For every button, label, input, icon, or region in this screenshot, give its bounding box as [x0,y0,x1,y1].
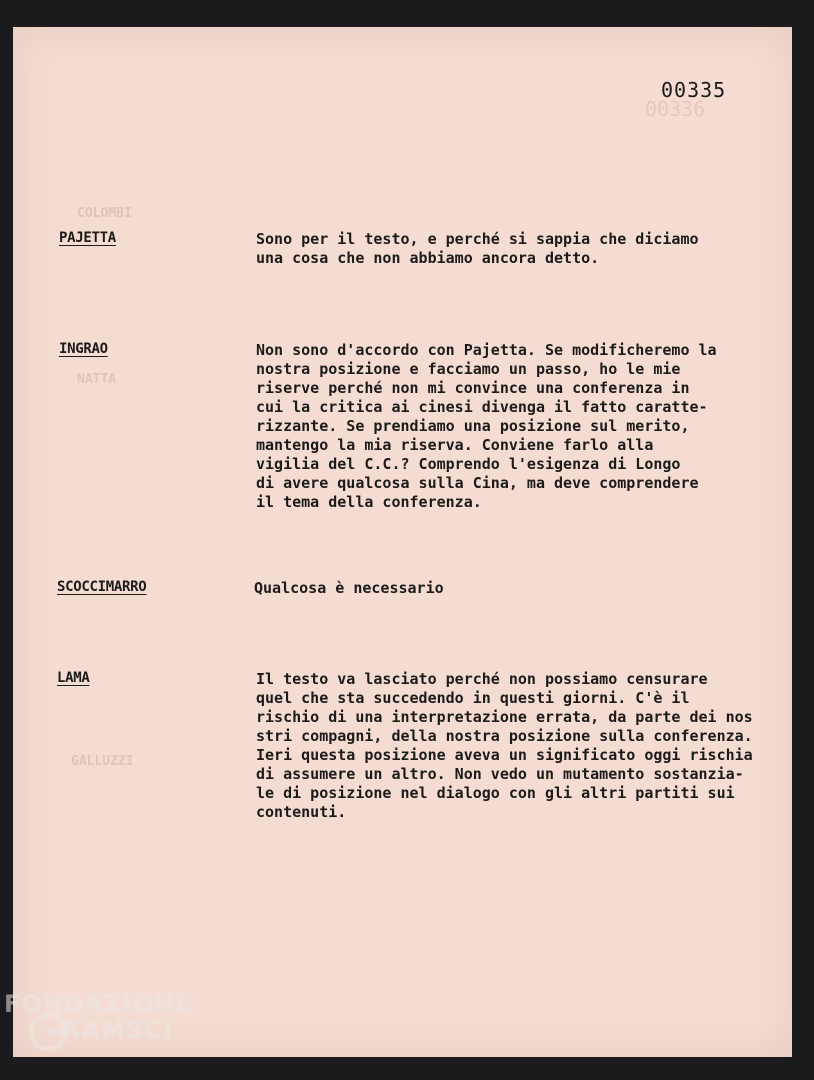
watermark-text: RAMSCI [62,1016,173,1044]
watermark-text: FONDAZIONE [4,990,193,1018]
show-through-speaker: COLOMBI [77,206,132,221]
document-page [13,27,792,1057]
speaker-name: PAJETTA [59,230,116,246]
watermark-logo [4,990,204,1070]
show-through-page-number: 00336 [645,97,706,121]
watermark-small-text: Onlus [169,1048,195,1058]
speaker-name: INGRAO [59,341,108,357]
speaker-statement: Qualcosa è necessario [254,579,444,597]
page-number: 00335 [661,78,727,102]
show-through-speaker: NATTA [77,372,117,387]
show-through-speaker: GALLUZZI [71,754,134,769]
speaker-name: LAMA [57,670,90,686]
speaker-statement: Il testo va lasciato perché non possiamo censurare quel che sta succedendo in questi giorni. C'è il rischio di una interpretazione errata, da parte dei nos stri compagni, della nostra posizione sulla conferenza. Ieri questa posizione aveva un significato oggi rischia di assumere un altro. Non vedo un mutamento sostanzia- le di posizione nel dialogo con gli altri partiti sui contenuti. [256,670,753,821]
speaker-statement: Non sono d'accordo con Pajetta. Se modificheremo la nostra posizione e facciamo un passo, ho le mie riserve perché non mi convince una conferenza in cui la critica ai cinesi divenga il fatto caratte- rizzante. Se prendiamo una posizione sul merito, mantengo la mia riserva. Conviene farlo alla vigilia del C.C.? Comprendo l'esigenza di Longo di avere qualcosa sulla Cina, ma deve comprendere il tema della conferenza. [256,341,717,511]
speaker-name: SCOCCIMARRO [57,579,147,595]
speaker-statement: Sono per il testo, e perché si sappia che diciamo una cosa che non abbiamo ancora detto. [256,230,699,267]
